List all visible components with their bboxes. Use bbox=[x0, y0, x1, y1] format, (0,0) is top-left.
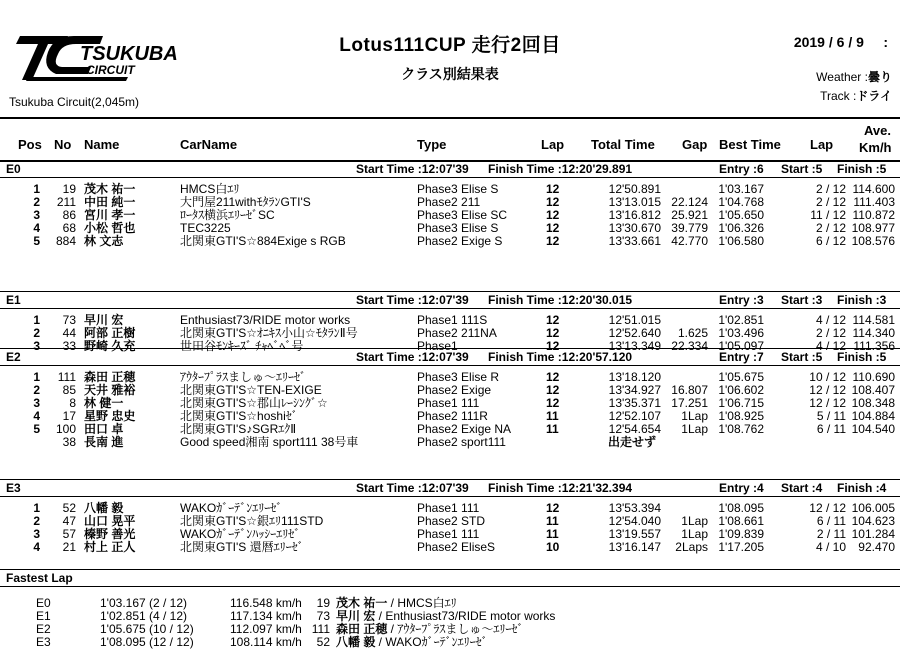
track-value: ドライ bbox=[856, 89, 892, 103]
cell-best: 1'05.650 bbox=[718, 208, 764, 222]
col-no: No bbox=[54, 137, 72, 152]
fl-cls: E2 bbox=[36, 622, 51, 636]
cell-gap: 22.334 bbox=[671, 339, 708, 353]
class-header bbox=[0, 291, 900, 309]
class-finish-count: Finish :4 bbox=[837, 481, 887, 495]
cell-ave: 114.600 bbox=[852, 182, 895, 196]
cell-total: 13'16.812 bbox=[608, 208, 661, 222]
cell-car: 北関東GTI'S☆郡山ﾚｰｼﾝｸﾞ☆ bbox=[180, 396, 328, 410]
cell-lap: 12 bbox=[546, 396, 560, 410]
cell-pos: 4 bbox=[33, 409, 40, 423]
fastest-lap-title: Fastest Lap bbox=[6, 571, 73, 585]
cell-no: 85 bbox=[62, 383, 76, 397]
cell-name: 小松 哲也 bbox=[84, 221, 136, 235]
cell-lap: 11 bbox=[546, 409, 559, 423]
cell-best: 1'06.602 bbox=[718, 383, 764, 397]
cell-name: 中田 純一 bbox=[84, 195, 136, 209]
weather-value: 曇り bbox=[867, 70, 892, 84]
weather-label: Weather : bbox=[816, 70, 868, 84]
cell-blap: 12 / 12 bbox=[809, 396, 846, 410]
cell-gap: 16.807 bbox=[671, 383, 708, 397]
cell-name: 長南 進 bbox=[84, 435, 124, 449]
cell-best: 1'08.661 bbox=[718, 514, 764, 528]
cell-lap: 12 bbox=[546, 370, 560, 384]
cell-blap: 10 / 12 bbox=[809, 370, 846, 384]
logo-word: TSUKUBA bbox=[80, 43, 178, 65]
cell-ave: 101.284 bbox=[851, 527, 895, 541]
class-name: E1 bbox=[6, 293, 21, 307]
col-ave: Ave. bbox=[864, 123, 891, 138]
cell-no: 47 bbox=[62, 514, 76, 528]
cell-total: 13'35.371 bbox=[608, 396, 661, 410]
cell-no: 44 bbox=[62, 326, 76, 340]
class-finish-count: Finish :5 bbox=[837, 350, 887, 364]
cell-total: 13'30.670 bbox=[608, 221, 661, 235]
cell-name: 阿部 正樹 bbox=[84, 326, 136, 340]
cell-gap: 1.625 bbox=[677, 326, 708, 340]
cell-ave: 110.872 bbox=[852, 208, 895, 222]
fl-driver: 八幡 毅 bbox=[336, 635, 376, 649]
class-start-time: Start Time :12:07'39 bbox=[356, 162, 469, 176]
cell-lap: 11 bbox=[546, 514, 559, 528]
fl-car: / ｱｳﾀｰﾌﾟﾗｽましゅ～ｴﾘｰｾﾞ bbox=[387, 622, 524, 636]
cell-blap: 2 / 12 bbox=[815, 195, 846, 209]
cell-car: ｱｳﾀｰﾌﾟﾗｽましゅ～ｴﾘｰｾﾞ bbox=[180, 370, 307, 384]
cell-ave: 114.340 bbox=[852, 326, 895, 340]
fl-driver: 早川 宏 bbox=[336, 609, 376, 623]
cell-best: 1'02.851 bbox=[718, 313, 764, 327]
fl-speed: 116.548 km/h bbox=[230, 596, 302, 610]
cell-no: 21 bbox=[62, 540, 76, 554]
class-start-count: Start :5 bbox=[781, 162, 823, 176]
fl-speed: 108.114 km/h bbox=[230, 635, 302, 649]
cell-lap: 12 bbox=[546, 339, 560, 353]
cell-blap: 5 / 11 bbox=[816, 409, 846, 423]
cell-name: 野崎 久充 bbox=[84, 339, 136, 353]
fl-time: 1'05.675 (10 / 12) bbox=[100, 622, 194, 636]
col-ave-unit: Km/h bbox=[859, 140, 892, 155]
cell-total: 12'54.654 bbox=[608, 422, 661, 436]
class-start-count: Start :4 bbox=[781, 481, 823, 495]
cell-type: Phase3 Elise S bbox=[417, 182, 499, 196]
cell-best: 1'08.762 bbox=[718, 422, 764, 436]
col-name: Name bbox=[84, 137, 120, 152]
cell-no: 8 bbox=[69, 396, 76, 410]
cell-car: 世田谷ﾓﾝｷｰｽﾞ ﾁｬﾍﾞﾍﾞ号 bbox=[180, 339, 304, 353]
class-header bbox=[0, 160, 900, 178]
fl-no: 19 bbox=[316, 596, 330, 610]
cell-car: ﾛｰﾀｽ横浜ｴﾘｰｾﾞSC bbox=[180, 208, 275, 222]
fl-cls: E0 bbox=[36, 596, 51, 610]
cell-type: Phase2 Exige NA bbox=[417, 422, 512, 436]
class-entry: Entry :4 bbox=[719, 481, 764, 495]
cell-no: 100 bbox=[55, 422, 76, 436]
cell-type: Phase2 EliseS bbox=[417, 540, 496, 554]
cell-name: 八幡 毅 bbox=[84, 501, 124, 515]
cell-total: 13'34.927 bbox=[608, 383, 661, 397]
cell-lap: 12 bbox=[546, 501, 560, 515]
class-finish-time: Finish Time :12:20'57.120 bbox=[488, 350, 633, 364]
cell-type: Phase1 111S bbox=[417, 313, 488, 327]
cell-car: TEC3225 bbox=[180, 221, 231, 235]
cell-no: 211 bbox=[56, 195, 76, 209]
cell-name: 早川 宏 bbox=[84, 313, 124, 327]
cell-car: HMCS白ｴﾘ bbox=[180, 182, 240, 196]
cell-lap: 11 bbox=[546, 422, 559, 436]
cell-lap: 12 bbox=[546, 326, 560, 340]
cell-best: 1'06.715 bbox=[718, 396, 764, 410]
class-finish-time: Finish Time :12:20'30.015 bbox=[488, 293, 633, 307]
cell-name: 林 健一 bbox=[84, 396, 124, 410]
cell-no: 86 bbox=[62, 208, 76, 222]
cell-lap: 12 bbox=[546, 208, 560, 222]
cell-ave: 110.690 bbox=[852, 370, 895, 384]
page-subtitle: クラス別結果表 bbox=[401, 66, 499, 82]
cell-name: 林 文志 bbox=[84, 234, 124, 248]
event-date: 2019 / 6 / 9 : bbox=[793, 34, 888, 50]
cell-blap: 11 / 12 bbox=[810, 208, 846, 222]
cell-type: Phase2 111R bbox=[417, 409, 488, 423]
col-best-time: Best Time bbox=[719, 137, 781, 152]
cell-ave: 111.403 bbox=[853, 195, 895, 209]
cell-pos: 2 bbox=[33, 326, 40, 340]
fl-car: / Enthusiast73/RIDE motor works bbox=[375, 609, 556, 623]
cell-blap: 6 / 11 bbox=[816, 422, 846, 436]
cell-type: Phase3 Elise R bbox=[417, 370, 500, 384]
column-headers bbox=[0, 117, 900, 162]
cell-gap: 42.770 bbox=[671, 234, 708, 248]
fl-driver: 茂木 祐一 bbox=[336, 596, 388, 610]
cell-gap: 25.921 bbox=[671, 208, 708, 222]
cell-total: 12'54.040 bbox=[608, 514, 661, 528]
class-header bbox=[0, 479, 900, 497]
cell-lap: 12 bbox=[546, 234, 560, 248]
cell-no: 57 bbox=[62, 527, 76, 541]
cell-name: 村上 正人 bbox=[84, 540, 136, 554]
fl-car: / WAKOｶﾞｰﾃﾞﾝｴﾘｰｾﾞ bbox=[375, 635, 488, 649]
cell-gap: 1Lap bbox=[681, 422, 708, 436]
cell-type: Phase2 211NA bbox=[417, 326, 497, 340]
class-start-time: Start Time :12:07'39 bbox=[356, 481, 469, 495]
cell-pos: 3 bbox=[33, 339, 40, 353]
cell-pos: 1 bbox=[33, 370, 40, 384]
cell-car: Enthusiast73/RIDE motor works bbox=[180, 313, 351, 327]
cell-gap: 22.124 bbox=[671, 195, 708, 209]
cell-lap: 12 bbox=[546, 182, 560, 196]
col-pos: Pos bbox=[18, 137, 42, 152]
cell-name: 天井 雅裕 bbox=[84, 383, 136, 397]
cell-best: 1'06.580 bbox=[718, 234, 764, 248]
cell-total: 13'13.349 bbox=[608, 339, 661, 353]
logo-sub: CIRCUIT bbox=[86, 63, 135, 77]
fl-cls: E3 bbox=[36, 635, 51, 649]
cell-no: 33 bbox=[62, 339, 76, 353]
fl-time: 1'03.167 (2 / 12) bbox=[100, 596, 188, 610]
cell-best: 1'04.768 bbox=[718, 195, 764, 209]
class-finish-time: Finish Time :12:20'29.891 bbox=[488, 162, 633, 176]
cell-total: 13'16.147 bbox=[608, 540, 661, 554]
cell-car: 北関東GTI'S☆hoshiｾﾞ bbox=[180, 409, 298, 423]
cell-car: WAKOｶﾞｰﾃﾞﾝｴﾘｰｾﾞ bbox=[180, 501, 283, 515]
cell-name: 田口 卓 bbox=[84, 422, 124, 436]
cell-total: 13'13.015 bbox=[608, 195, 661, 209]
cell-no: 111 bbox=[57, 370, 76, 384]
cell-ave: 104.623 bbox=[851, 514, 895, 528]
class-finish-count: Finish :5 bbox=[837, 162, 887, 176]
cell-no: 884 bbox=[55, 234, 76, 248]
cell-blap: 2 / 11 bbox=[816, 527, 846, 541]
cell-lap: 12 bbox=[546, 195, 560, 209]
cell-type: Phase3 Elise SC bbox=[417, 208, 508, 222]
cell-name: 森田 正穂 bbox=[84, 370, 136, 384]
cell-total: 12'52.640 bbox=[608, 326, 661, 340]
class-entry: Entry :3 bbox=[719, 293, 764, 307]
cell-best: 1'05.675 bbox=[718, 370, 764, 384]
cell-best: 1'05.097 bbox=[718, 339, 764, 353]
cell-ave: 106.005 bbox=[851, 501, 895, 515]
cell-ave: 111.356 bbox=[853, 339, 895, 353]
col-lap: Lap bbox=[541, 137, 565, 152]
class-start-count: Start :3 bbox=[781, 293, 823, 307]
cell-gap: 17.251 bbox=[671, 396, 708, 410]
cell-pos: 2 bbox=[33, 195, 40, 209]
cell-name: 茂木 祐一 bbox=[84, 182, 136, 196]
cell-total: 出走せず bbox=[608, 435, 657, 449]
cell-ave: 108.348 bbox=[851, 396, 895, 410]
cell-total: 12'50.891 bbox=[608, 182, 661, 196]
cell-ave: 108.576 bbox=[851, 234, 895, 248]
fl-cls: E1 bbox=[36, 609, 51, 623]
table-row bbox=[0, 436, 900, 449]
cell-lap: 10 bbox=[546, 540, 560, 554]
cell-type: Phase3 Elise S bbox=[417, 221, 499, 235]
cell-blap: 6 / 12 bbox=[815, 234, 846, 248]
cell-gap: 1Lap bbox=[681, 514, 708, 528]
cell-type: Phase2 Exige S bbox=[417, 234, 503, 248]
class-finish-count: Finish :3 bbox=[837, 293, 887, 307]
cell-car: 北関東GTI'S☆銀ｴﾘ111STD bbox=[180, 514, 324, 528]
cell-pos: 4 bbox=[33, 221, 40, 235]
fastest-lap-row bbox=[0, 636, 900, 649]
cell-ave: 114.581 bbox=[852, 313, 895, 327]
cell-best: 1'17.205 bbox=[718, 540, 764, 554]
col-total-time: Total Time bbox=[591, 137, 655, 152]
cell-total: 12'52.107 bbox=[608, 409, 661, 423]
cell-ave: 104.540 bbox=[851, 422, 895, 436]
cell-no: 38 bbox=[62, 435, 76, 449]
table-row bbox=[0, 235, 900, 248]
cell-car: 北関東GTI'S☆884Exige s RGB bbox=[180, 234, 346, 248]
cell-pos: 1 bbox=[33, 501, 40, 515]
cell-car: 北関東GTI'S☆ｵﾆｷｽ小山☆ﾓﾀﾗﾝⅡ号 bbox=[180, 326, 358, 340]
cell-type: Phase1 111 bbox=[417, 396, 480, 410]
cell-gap: 1Lap bbox=[681, 409, 708, 423]
cell-car: 北関東GTI'S♪SGRｴｸⅡ bbox=[180, 422, 297, 436]
cell-car: 北関東GTI'S☆TEN-EXIGE bbox=[180, 383, 322, 397]
circuit-name: Tsukuba Circuit(2,045m) bbox=[9, 95, 140, 109]
cell-no: 52 bbox=[62, 501, 76, 515]
cell-total: 13'19.557 bbox=[608, 527, 661, 541]
cell-pos: 4 bbox=[33, 540, 40, 554]
class-start-count: Start :5 bbox=[781, 350, 823, 364]
cell-pos: 2 bbox=[33, 514, 40, 528]
fl-driver: 森田 正穂 bbox=[336, 622, 388, 636]
cell-best: 1'06.326 bbox=[718, 221, 764, 235]
class-header bbox=[0, 348, 900, 366]
cell-total: 13'18.120 bbox=[608, 370, 661, 384]
cell-no: 17 bbox=[62, 409, 76, 423]
cell-name: 山口 晃平 bbox=[84, 514, 136, 528]
class-start-time: Start Time :12:07'39 bbox=[356, 350, 469, 364]
cell-pos: 3 bbox=[33, 208, 40, 222]
col-gap: Gap bbox=[682, 137, 708, 152]
cell-best: 1'08.925 bbox=[718, 409, 764, 423]
fl-time: 1'02.851 (4 / 12) bbox=[100, 609, 188, 623]
class-name: E3 bbox=[6, 481, 21, 495]
cell-type: Phase2 211 bbox=[417, 195, 481, 209]
cell-ave: 108.407 bbox=[851, 383, 895, 397]
cell-pos: 3 bbox=[33, 396, 40, 410]
class-name: E2 bbox=[6, 350, 21, 364]
cell-lap: 12 bbox=[546, 383, 560, 397]
cell-type: Phase1 111 bbox=[417, 527, 480, 541]
cell-no: 68 bbox=[62, 221, 76, 235]
class-name: E0 bbox=[6, 162, 21, 176]
class-start-time: Start Time :12:07'39 bbox=[356, 293, 469, 307]
cell-lap: 12 bbox=[546, 221, 560, 235]
cell-gap: 2Laps bbox=[675, 540, 708, 554]
cell-car: WAKOｶﾞｰﾃﾞﾝﾊｯｼｰｴﾘｾﾞ bbox=[180, 527, 301, 541]
cell-type: Phase1 bbox=[417, 339, 458, 353]
cell-blap: 2 / 12 bbox=[815, 182, 846, 196]
cell-name: 星野 忠史 bbox=[84, 409, 136, 423]
cell-name: 榛野 善光 bbox=[84, 527, 136, 541]
cell-best: 1'03.496 bbox=[718, 326, 764, 340]
cell-best: 1'08.095 bbox=[718, 501, 764, 515]
cell-blap: 4 / 10 bbox=[815, 540, 846, 554]
cell-best: 1'09.839 bbox=[718, 527, 764, 541]
cell-type: Phase1 111 bbox=[417, 501, 480, 515]
cell-blap: 12 / 12 bbox=[809, 501, 846, 515]
col-best-lap: Lap bbox=[810, 137, 834, 152]
cell-blap: 6 / 11 bbox=[816, 514, 846, 528]
cell-total: 12'51.015 bbox=[608, 313, 661, 327]
cell-best: 1'03.167 bbox=[718, 182, 764, 196]
class-entry: Entry :7 bbox=[719, 350, 764, 364]
page-title: Lotus111CUP 走行2回目 bbox=[339, 35, 561, 56]
fl-no: 52 bbox=[316, 635, 330, 649]
cell-blap: 2 / 12 bbox=[815, 221, 846, 235]
fl-car: / HMCS白ｴﾘ bbox=[387, 596, 457, 610]
fl-time: 1'08.095 (12 / 12) bbox=[100, 635, 194, 649]
cell-type: Phase2 STD bbox=[417, 514, 486, 528]
cell-ave: 104.884 bbox=[851, 409, 895, 423]
cell-blap: 4 / 12 bbox=[815, 313, 846, 327]
cell-blap: 2 / 12 bbox=[815, 326, 846, 340]
fl-driver-car bbox=[336, 636, 488, 649]
class-entry: Entry :6 bbox=[719, 162, 764, 176]
cell-car: 大門屋211withﾓﾀﾗﾝGTI'S bbox=[180, 195, 311, 209]
cell-ave: 108.977 bbox=[851, 221, 895, 235]
cell-blap: 12 / 12 bbox=[809, 383, 846, 397]
fl-speed: 112.097 km/h bbox=[230, 622, 302, 636]
cell-blap: 4 / 12 bbox=[815, 339, 846, 353]
cell-pos: 2 bbox=[33, 383, 40, 397]
cell-pos: 5 bbox=[33, 422, 40, 436]
cell-pos: 1 bbox=[33, 313, 40, 327]
fl-speed: 117.134 km/h bbox=[230, 609, 302, 623]
cell-no: 73 bbox=[62, 313, 76, 327]
cell-name: 宮川 孝一 bbox=[84, 208, 136, 222]
fastest-lap-header bbox=[0, 569, 900, 587]
cell-type: Phase2 Exige bbox=[417, 383, 492, 397]
cell-pos: 1 bbox=[33, 182, 40, 196]
table-row bbox=[0, 541, 900, 554]
cell-ave: 92.470 bbox=[858, 540, 895, 554]
class-finish-time: Finish Time :12:21'32.394 bbox=[488, 481, 633, 495]
cell-lap: 11 bbox=[546, 527, 559, 541]
cell-no: 19 bbox=[62, 182, 76, 196]
col-carname: CarName bbox=[180, 137, 238, 152]
cell-total: 13'33.661 bbox=[608, 234, 661, 248]
cell-pos: 5 bbox=[33, 234, 40, 248]
fl-no: 111 bbox=[311, 622, 330, 636]
cell-type: Phase2 sport111 bbox=[417, 435, 506, 449]
cell-car: 北関東GTI'S 還暦ｴﾘｰｾﾞ bbox=[180, 540, 304, 554]
cell-gap: 39.779 bbox=[671, 221, 708, 235]
weather-info bbox=[816, 68, 892, 85]
track-label: Track : bbox=[820, 89, 857, 103]
cell-gap: 1Lap bbox=[681, 527, 708, 541]
col-type: Type bbox=[417, 137, 447, 152]
cell-total: 13'53.394 bbox=[608, 501, 661, 515]
fl-no: 73 bbox=[316, 609, 330, 623]
cell-lap: 12 bbox=[546, 313, 560, 327]
track-info bbox=[820, 87, 892, 104]
cell-car: Good speed湘南 sport111 38号車 bbox=[180, 435, 359, 449]
cell-pos: 3 bbox=[33, 527, 40, 541]
